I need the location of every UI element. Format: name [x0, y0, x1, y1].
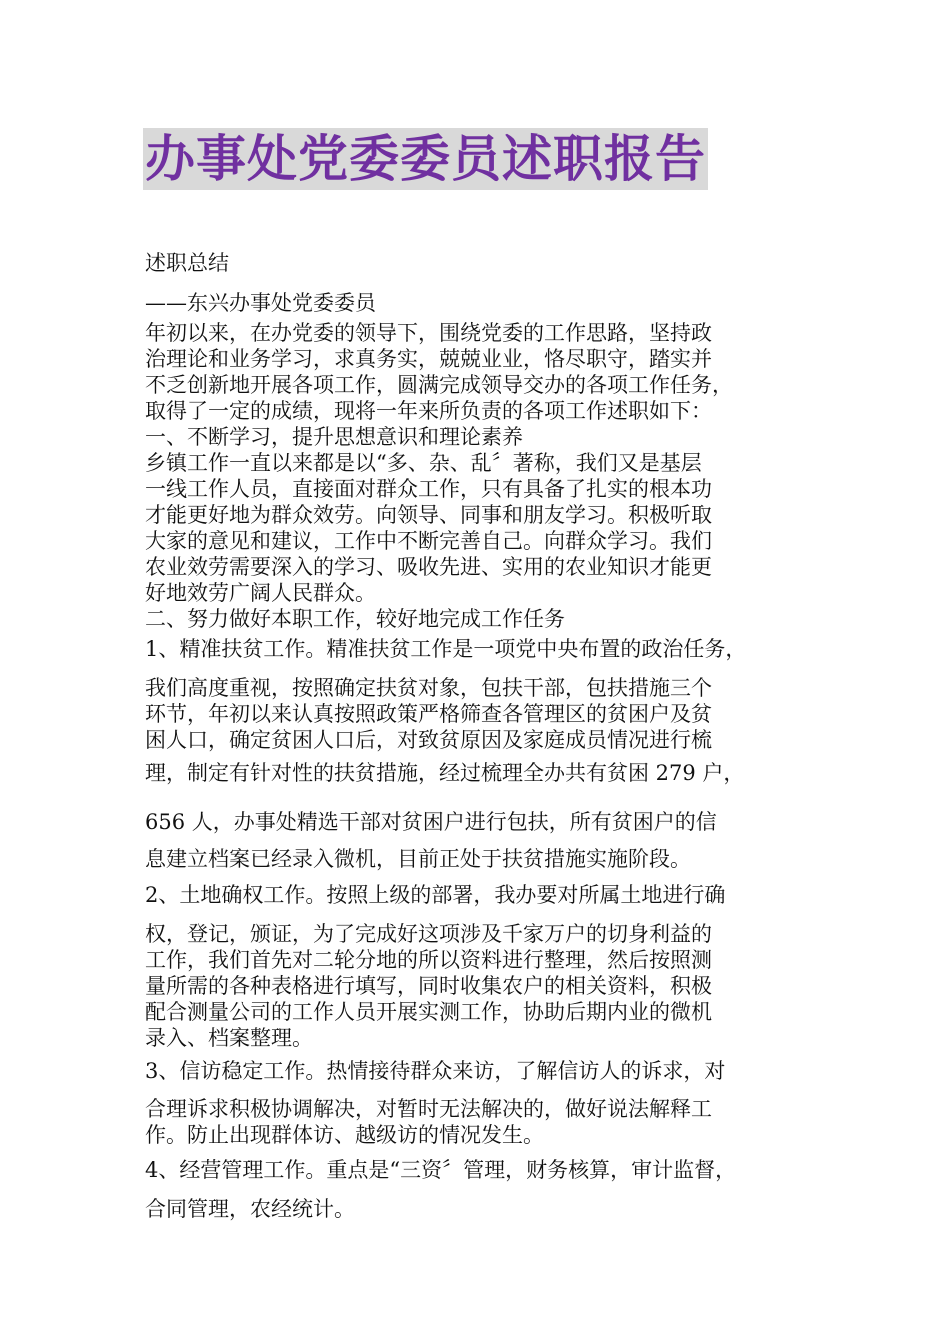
text-line: 3、信访稳定工作。热情接待群众来访，了解信访人的诉求，对	[145, 1059, 726, 1083]
text-line: 我们高度重视，按照确定扶贫对象，包扶干部，包扶措施三个	[145, 676, 712, 700]
text-line: 合理诉求积极协调解决，对暂时无法解决的，做好说法解释工	[145, 1097, 712, 1121]
text-line: 取得了一定的成绩，现将一年来所负责的各项工作述职如下：	[145, 399, 712, 423]
text-line: 工作，我们首先对二轮分地的所以资料进行整理，然后按照测	[145, 948, 712, 972]
text-line: 录入、档案整理。	[145, 1026, 313, 1050]
text-line: 合同管理，农经统计。	[145, 1197, 355, 1221]
text-line: ——东兴办事处党委委员	[145, 291, 376, 315]
text-line: 4、经营管理工作。重点是“三资〞管理，财务核算，审计监督，	[145, 1158, 737, 1182]
text-line: 二、努力做好本职工作，较好地完成工作任务	[145, 607, 565, 631]
text-line: 一线工作人员，直接面对群众工作，只有具备了扎实的根本功	[145, 477, 712, 501]
text-line: 述职总结	[145, 251, 229, 275]
text-line: 量所需的各种表格进行填写，同时收集农户的相关资料，积极	[145, 974, 712, 998]
text-line: 不乏创新地开展各项工作，圆满完成领导交办的各项工作任务，	[145, 373, 733, 397]
text-line: 困人口，确定贫困人口后，对致贫原因及家庭成员情况进行梳	[145, 728, 712, 752]
text-line: 环节，年初以来认真按照政策严格筛查各管理区的贫困户及贫	[145, 702, 712, 726]
text-line: 才能更好地为群众效劳。向领导、同事和朋友学习。积极听取	[145, 503, 712, 527]
text-line: 乡镇工作一直以来都是以“多、杂、乱〞著称，我们又是基层	[145, 451, 702, 475]
document-title: 办事处党委委员述职报告	[145, 130, 706, 188]
text-line: 理，制定有针对性的扶贫措施，经过梳理全办共有贫困 279 户，	[145, 761, 745, 785]
text-line: 治理论和业务学习，求真务实，兢兢业业，恪尽职守，踏实并	[145, 347, 712, 371]
text-line: 年初以来，在办党委的领导下，围绕党委的工作思路，坚持政	[145, 321, 712, 345]
text-line: 配合测量公司的工作人员开展实测工作，协助后期内业的微机	[145, 1000, 712, 1024]
text-line: 656 人，办事处精选干部对贫困户进行包扶，所有贫困户的信	[145, 810, 717, 834]
text-line: 大家的意见和建议，工作中不断完善自己。向群众学习。我们	[145, 529, 712, 553]
text-line: 2、土地确权工作。按照上级的部署，我办要对所属土地进行确	[145, 883, 726, 907]
text-line: 好地效劳广阔人民群众。	[145, 581, 376, 605]
text-line: 作。防止出现群体访、越级访的情况发生。	[145, 1123, 544, 1147]
text-line: 权，登记，颁证，为了完成好这项涉及千家万户的切身利益的	[145, 922, 712, 946]
text-line: 息建立档案已经录入微机，目前正处于扶贫措施实施阶段。	[145, 847, 691, 871]
text-line: 一、不断学习，提升思想意识和理论素养	[145, 425, 523, 449]
text-line: 农业效劳需要深入的学习、吸收先进、实用的农业知识才能更	[145, 555, 712, 579]
text-line: 1、精准扶贫工作。精准扶贫工作是一项党中央布置的政治任务，	[145, 637, 747, 661]
